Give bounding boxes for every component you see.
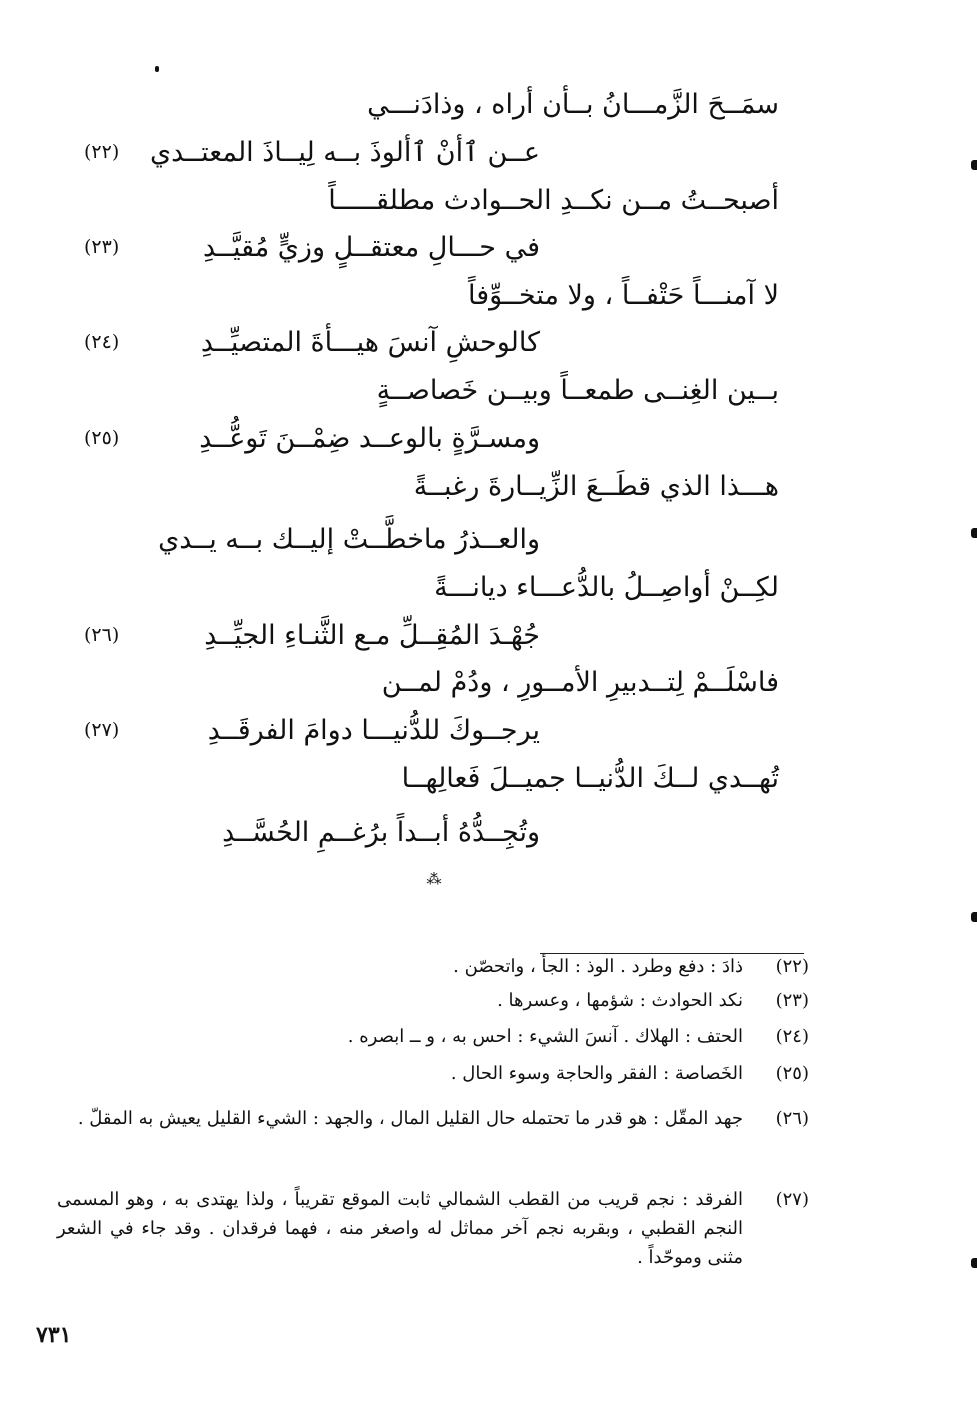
footnote	[57, 1185, 809, 1272]
verse-line: عــن ٱأنْ ٱألوذَ بــه لِيــاذَ المعتــدي	[150, 137, 540, 168]
margin-mark	[971, 1258, 977, 1268]
verse-number: (٢٦)	[84, 624, 120, 646]
footnote	[348, 1022, 809, 1051]
footnote-number: (٢٧)	[775, 1189, 809, 1210]
footnote	[453, 952, 809, 981]
verse-number: (٢٧)	[84, 719, 120, 741]
verse-line: ومسـرَّةٍ بالوعــد ضِمْــنَ تَوعُّــدِ	[199, 423, 540, 454]
verse-line: جُهْـدَ المُقِــلِّ مـع الثَّنـاءِ الجيِّــدِ	[204, 620, 540, 651]
verse-number: (٢٥)	[84, 427, 120, 449]
verse-line: هـــذا الذي قطَــعَ الزِّيــارةَ رغبــةً	[413, 471, 779, 502]
footnote-text: ذادَ : دفع وطرد . الوذ : الجأ ، واتحصّن .	[453, 956, 743, 977]
footnote	[451, 1059, 809, 1088]
verse-line: بــين الغِنــى طمعــاً وبيــن خَصاصــةٍ	[376, 375, 779, 406]
verse-line: في حـــالِ معتقــلٍ وزيٍّ مُقيَّــدِ	[202, 232, 540, 263]
verse-number: (٢٣)	[84, 236, 120, 258]
verse-number: (٢٢)	[84, 141, 120, 163]
footnote-text: الحتف : الهلاك . آنسَ الشيء : احس به ، و ــ ابصره .	[347, 1026, 743, 1047]
verse-line: لا آمنـــاً حَتْفــاً ، ولا متخــوِّفاً	[467, 280, 779, 311]
page-number: ٧٣١	[36, 1322, 72, 1348]
footnote-number: (٢٢)	[775, 956, 809, 977]
verse-line: لكِــنْ أواصِــلُ بالدُّعـــاء ديانـــةً	[434, 572, 779, 603]
footnote-text: الفرقد : نجم قريب من القطب الشمالي ثابت الموقع تقريباً ، ولذا يهتدى به ، وهو المسمى النجم القطبي ، وبقربه نجم آخر مماثل له واصغر منه ، فهما فرقدان . وقد جاء في الشعر مثنى وموحّداً .	[57, 1189, 743, 1268]
footnote	[57, 1104, 809, 1133]
footnote-number: (٢٥)	[775, 1063, 809, 1084]
margin-mark	[971, 912, 977, 922]
verse-line: سمَــحَ الزَّمـــانُ بــأن أراه ، وذادَنـــي	[367, 89, 779, 120]
footnote-number: (٢٣)	[775, 990, 809, 1011]
section-separator: ⁂	[426, 870, 442, 888]
verse-line: والعــذرُ ماخطَّــتْ إليــك بــه يــدي	[158, 524, 540, 555]
verse-line: وتُجِــدُّهُ أبــداً برُغــمِ الحُسَّــدِ	[222, 817, 540, 848]
verse-line: كالوحشِ آنسَ هيـــأةَ المتصيِّــدِ	[200, 327, 540, 358]
footnote-text: نكد الحوادث : شؤمها ، وعسرها .	[497, 990, 743, 1011]
footnote-text: جهد المقّل : هو قدر ما تحتمله حال القليل المال ، والجهد : الشيء القليل يعيش به المقلّ .	[77, 1108, 743, 1129]
footnote-number: (٢٦)	[775, 1108, 809, 1129]
verse-number: (٢٤)	[84, 331, 120, 353]
footnote	[497, 986, 809, 1015]
verse-line: أصبحــتُ مــن نكــدِ الحــوادث مطلقـــــاً	[328, 185, 779, 216]
verse-line: يرجــوكَ للدُّنيـــا دوامَ الفرقَــدِ	[207, 715, 540, 746]
footnote-text: الخَصاصة : الفقر والحاجة وسوء الحال .	[450, 1063, 743, 1084]
verse-line: فاسْلَــمْ لِتــدبيرِ الأمــورِ ، ودُمْ لمــن	[381, 667, 779, 698]
footnote-number: (٢٤)	[775, 1026, 809, 1047]
verse-line: تُهــدي لــكَ الدُّنيــا جميــلَ فَعالِهــا	[401, 763, 779, 794]
